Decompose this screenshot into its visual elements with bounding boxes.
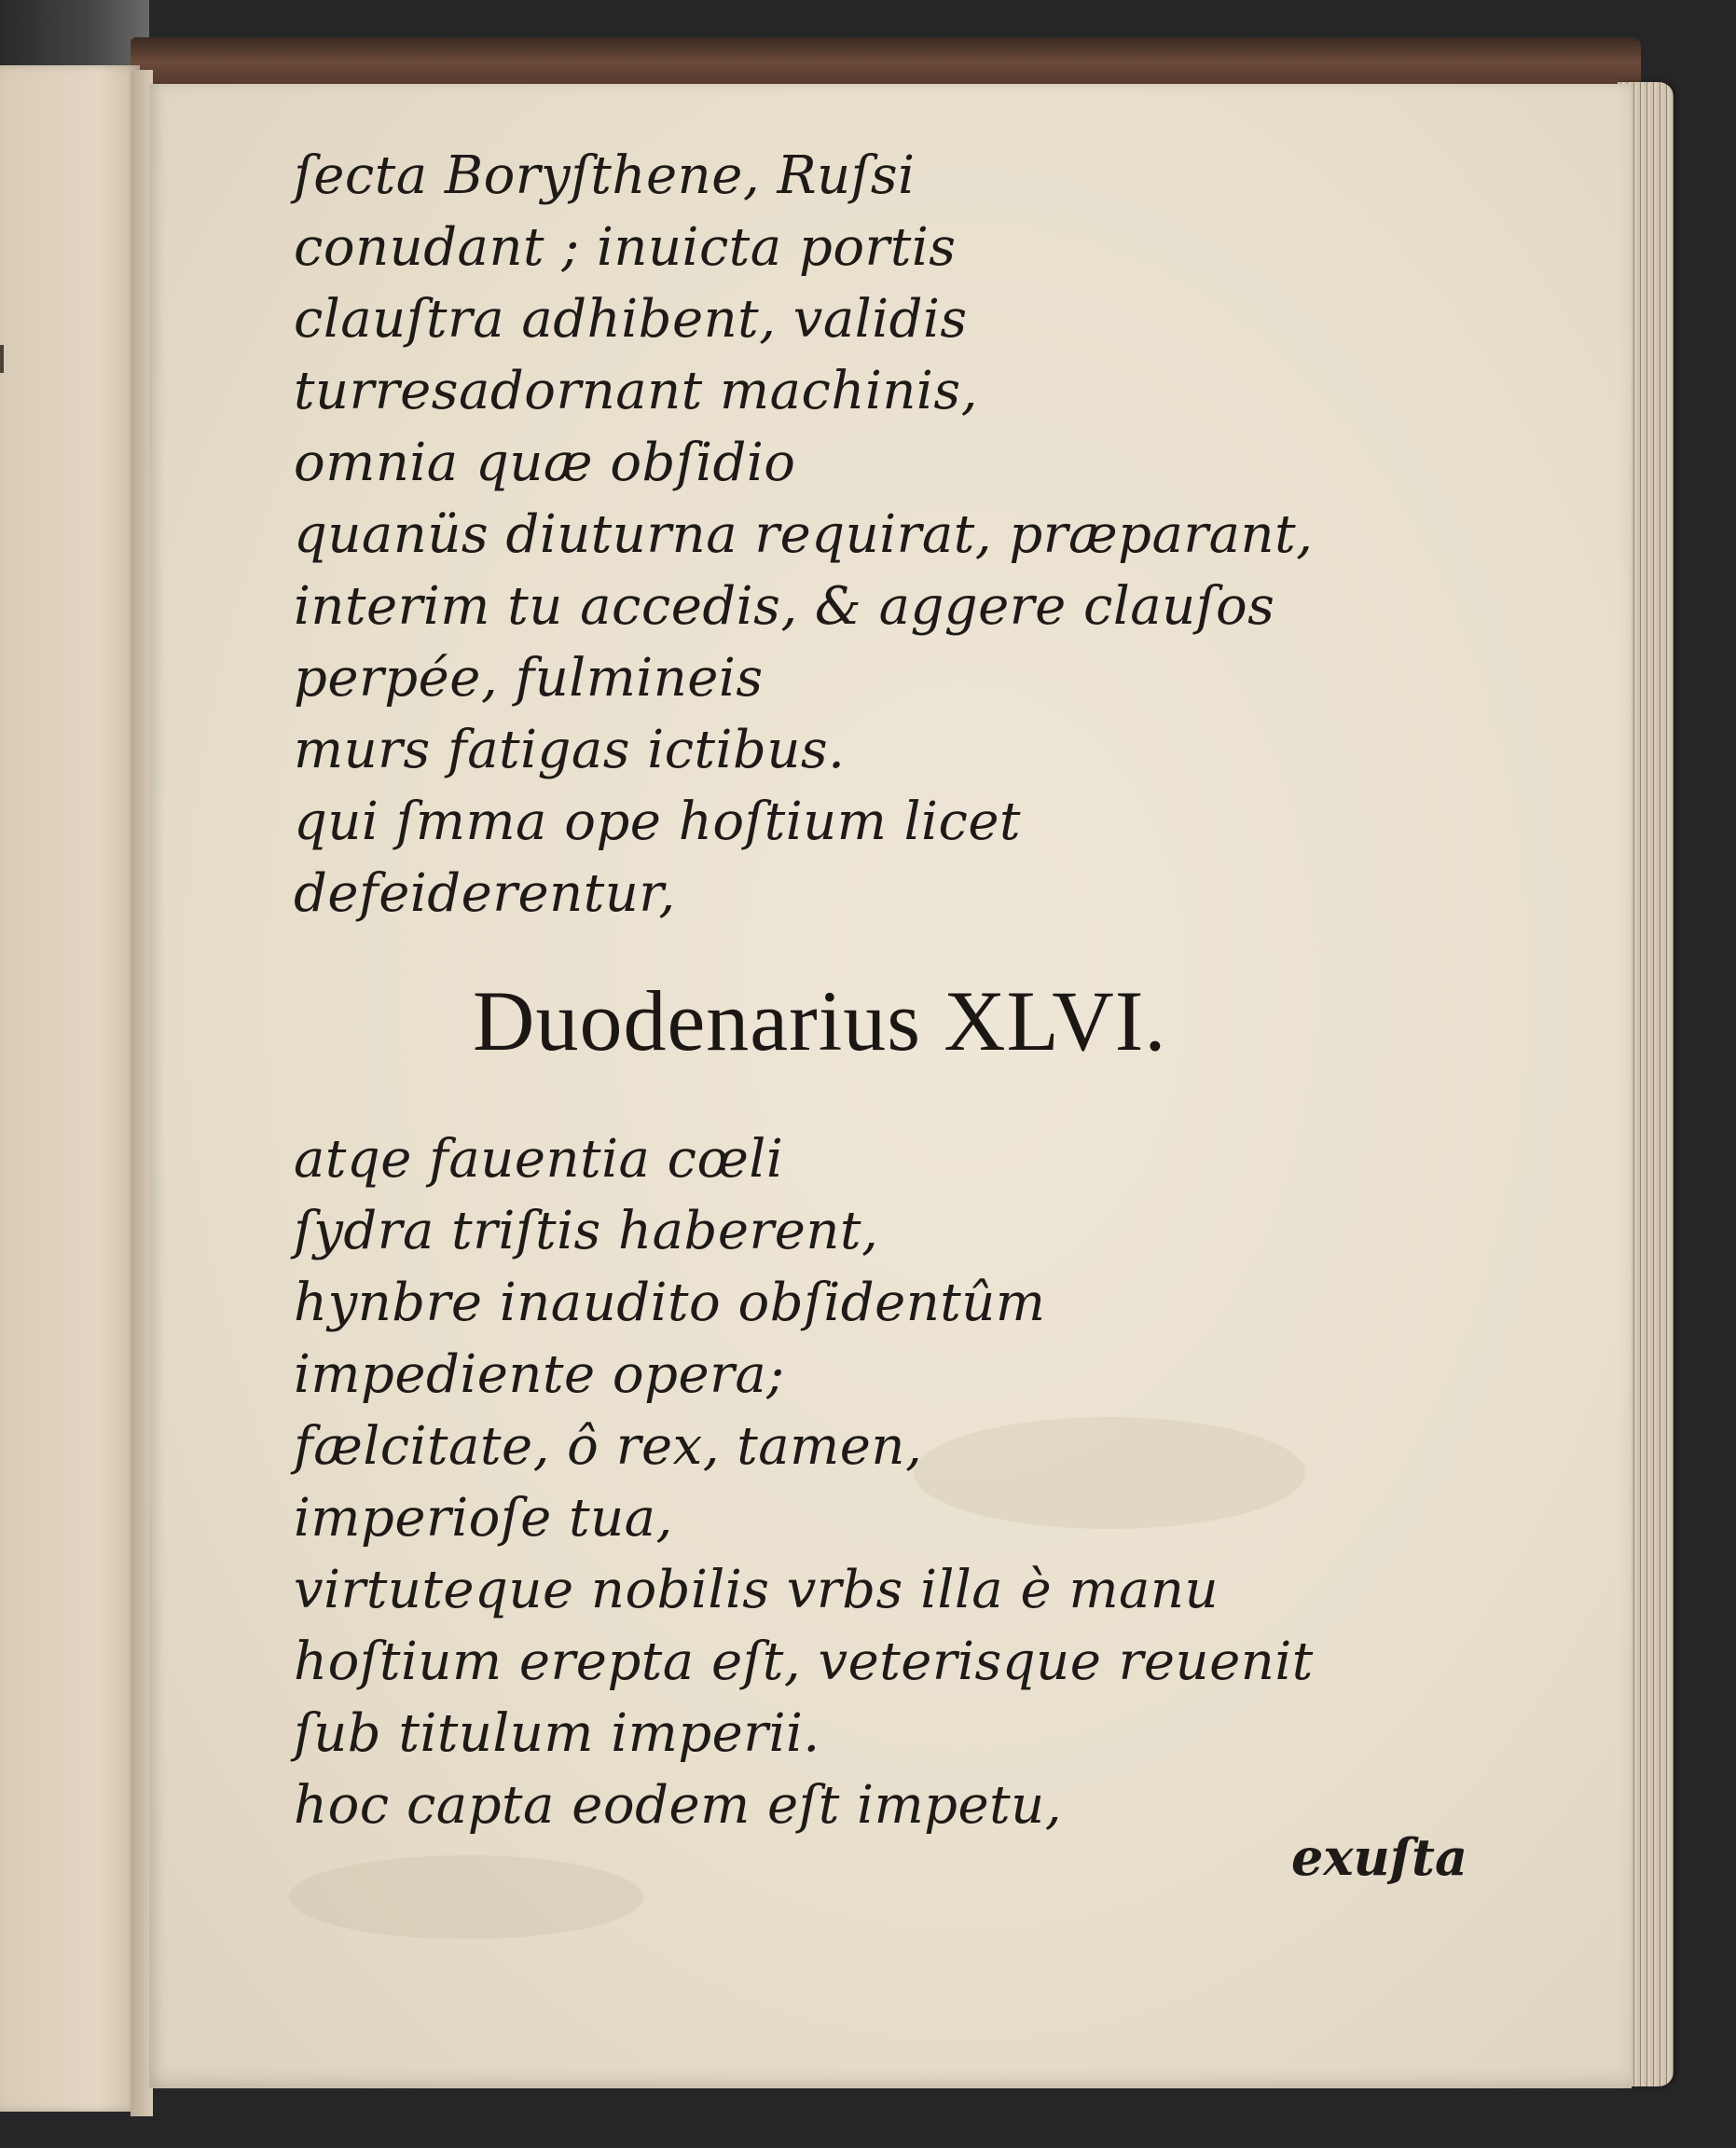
text-line: hoſtium erepta eſt, veterisque reuenit — [294, 1632, 1314, 1692]
text-line: hoc capta eodem eſt impetu, — [294, 1775, 1063, 1836]
text-line: conudant ; inuicta portis — [294, 217, 957, 278]
text-line: quanüs diuturna requirat, præparant, — [294, 504, 1314, 565]
text-line: turresadornant machinis, — [294, 361, 978, 421]
text-line: ſub titulum imperii. — [294, 1703, 820, 1764]
page-text — [294, 140, 1506, 1841]
text-line: impediente opera; — [294, 1344, 785, 1405]
text-line: perpée, fulmineis — [294, 648, 764, 709]
text-line: omnia quæ obſidio — [294, 433, 796, 493]
text-lines-top — [294, 140, 1506, 929]
text-line: qui ſmma ope hoſtium licet — [294, 792, 1021, 852]
text-line: virtuteque nobilis vrbs illa è manu — [294, 1560, 1219, 1620]
left-page-strip — [0, 65, 140, 2112]
text-line: murs fatigas ictibus. — [294, 720, 846, 780]
text-line: hynbre inaudito obſidentûm — [294, 1273, 1046, 1333]
recto-page — [149, 84, 1632, 2088]
text-line: defeiderentur, — [294, 863, 676, 924]
section-heading: Duodenarius XLVI. — [473, 973, 1167, 1068]
text-line: imperioſe tua, — [294, 1488, 673, 1549]
text-line: interim tu accedis, & aggere clauſos — [294, 576, 1275, 637]
text-line: atqe fauentia cœli — [294, 1129, 784, 1190]
text-line: ſecta Boryſthene, Ruſsi — [294, 145, 916, 206]
left-page-edge-mark — [0, 345, 4, 373]
text-line: fælcitate, ô rex, tamen, — [294, 1416, 923, 1477]
text-lines-bottom — [294, 1123, 1506, 1841]
bleed-through-stain — [289, 1855, 643, 1939]
text-line: clauſtra adhibent, validis — [294, 289, 968, 350]
catchword: exuſta — [1291, 1827, 1467, 1887]
text-line: ſydra triſtis haberent, — [294, 1201, 879, 1261]
